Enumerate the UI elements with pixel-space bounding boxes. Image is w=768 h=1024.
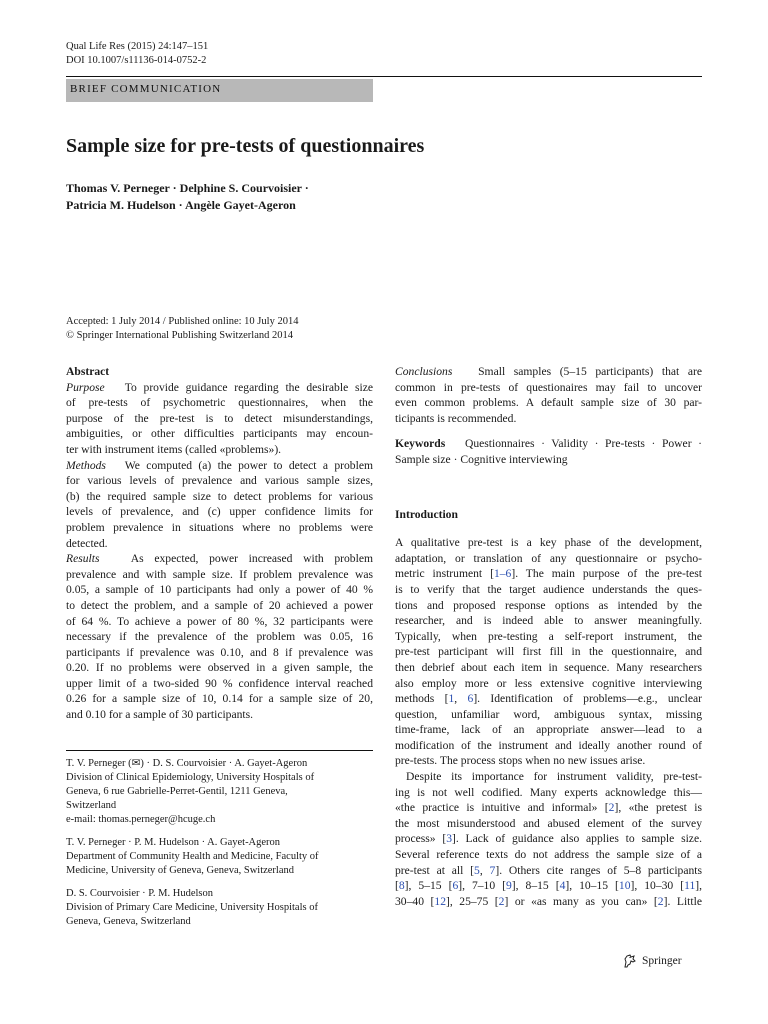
header-rule <box>66 76 702 77</box>
affiliations <box>66 757 373 938</box>
citation-link[interactable]: 6 <box>452 879 459 893</box>
citation-link[interactable]: 9 <box>506 879 512 893</box>
body-line <box>395 894 702 910</box>
body-line: Despite its importance for instrument validity, pre-test- <box>406 770 702 784</box>
body-text: ], 5–15 [ <box>404 879 453 893</box>
affiliation-line: Geneva, 6 rue Gabrielle-Perret-Gentil, 1211 Geneva, <box>66 786 288 797</box>
abstract-line: even common problems. A default sample size of 30 par- <box>395 396 702 410</box>
purpose-label: Purpose <box>66 380 105 394</box>
author-list <box>66 180 309 214</box>
abstract-conclusions-line: Conclusions Small samples (5–15 participants) that are <box>395 365 702 378</box>
abstract-line: ter with instrument items (called «problems»). <box>66 442 282 456</box>
abstract-line: to detect the problem, and a sample of 20 achieved a power <box>66 598 373 612</box>
affiliation-block <box>66 836 373 878</box>
section-label: BRIEF COMMUNICATION <box>70 83 222 95</box>
body-line: then debrief about each item in sequence. Many researchers <box>395 660 702 674</box>
citation-link[interactable]: 12 <box>434 894 446 908</box>
right-column <box>395 364 702 909</box>
affiliation-line: D. S. Courvoisier · P. M. Hudelson <box>66 888 214 899</box>
body-line: Typically, when pre-testing a self-report instrument, the <box>395 629 702 643</box>
abstract-line: levels of prevalence, and (c) upper confidence limits for <box>66 505 373 519</box>
abstract-line: problem prevalence in situations where no problems were <box>66 520 373 534</box>
body-line: methods [1, 6]. Identification of problems—e.g., unclear <box>395 692 702 706</box>
author-line-1: Thomas V. Perneger · Delphine S. Courvoisier · <box>66 181 309 195</box>
body-text: [ <box>395 879 399 893</box>
springer-horse-icon <box>622 953 638 969</box>
abstract-line: prevalence and with sample size. If problem prevalence was <box>66 567 373 581</box>
body-line: the most misunderstood and abused element of the survey <box>395 816 702 830</box>
body-line: tions and proposed response options as intended by the <box>395 598 702 612</box>
body-line: process» [3]. Lack of guidance also applies to sample size. <box>395 832 703 846</box>
abstract-line: 0.05, a sample of 10 participants had only a power of 40 % <box>66 583 373 597</box>
abstract-line: of 64 %. To achieve a power of 80 %, 32 participants were <box>66 614 373 628</box>
affiliation-line: Switzerland <box>66 800 117 811</box>
body-line: adaptation, or translation of any questionnaire or psycho- <box>395 551 702 565</box>
citation-link[interactable]: 1 <box>448 692 455 706</box>
body-text: ] or «as many as you can» [ <box>504 894 658 908</box>
citation-link[interactable]: 2 <box>608 801 615 815</box>
citation-link[interactable]: 5 <box>474 863 480 877</box>
body-line: time-frame, lack of an appropriate answer—lead to a <box>395 723 702 737</box>
body-text: ], 8–15 [ <box>511 879 560 893</box>
body-text: 30–40 [ <box>395 894 435 908</box>
citation-link[interactable]: 3 <box>446 832 453 846</box>
abstract-line: (b) the required sample size to detect problems for various <box>66 489 373 503</box>
body-text: ], 7–10 [ <box>458 879 506 893</box>
keywords-line: Sample size · Cognitive interviewing <box>395 452 568 466</box>
abstract-purpose-line: Purpose To provide guidance regarding the desirable size <box>66 380 373 394</box>
abstract-line: 0.26 for a sample size of 10, 0.14 for a sample size of 20, <box>66 692 373 706</box>
citation-link[interactable]: 11 <box>684 879 696 893</box>
publisher-name: Springer <box>642 955 682 967</box>
journal-citation: Qual Life Res (2015) 24:147–151 <box>66 41 209 52</box>
publisher-mark <box>622 953 682 969</box>
running-header <box>66 40 208 68</box>
abstract-line: upper limit of a two-sided 90 % confidence interval reached <box>66 676 373 690</box>
abstract-methods-line: Methods We computed (a) the power to detect a problem <box>66 458 373 472</box>
keywords-line: Keywords Questionnaires · Validity · Pre-tests · Power · <box>395 437 702 451</box>
email-address[interactable]: e-mail: thomas.perneger@hcuge.ch <box>66 814 216 825</box>
body-line: metric instrument [1–6]. The main purpose of the pre-test <box>395 567 702 581</box>
body-text: ]. Little <box>663 894 702 908</box>
accepted-date: Accepted: 1 July 2014 / Published online: 10 July 2014 <box>66 316 299 327</box>
body-line: also employ more or less extensive cognitive interviewing <box>395 676 702 690</box>
results-label: Results <box>66 552 100 566</box>
affiliation-line: Department of Community Health and Medicine, Faculty of <box>66 851 319 862</box>
affiliation-line: Division of Clinical Epidemiology, University Hospitals of <box>66 772 315 783</box>
abstract-line: necessary if the prevalence of the problem was 0.05, 16 <box>66 630 373 644</box>
citation-link[interactable]: 4 <box>559 879 566 893</box>
body-line: is to verify that the target audience understands the ques- <box>395 582 702 596</box>
abstract-line: and 0.10 for a sample of 30 participants. <box>66 708 254 722</box>
article-title: Sample size for pre-tests of questionnaires <box>66 135 425 157</box>
body-line: modification of the instrument and ideally another round of <box>395 738 702 752</box>
copyright: © Springer International Publishing Switzerland 2014 <box>66 330 293 341</box>
body-line: pre-test participant will first fill in the questionnaire, and <box>395 645 702 659</box>
affiliation-line: Medicine, University of Geneva, Geneva, Switzerland <box>66 865 295 876</box>
citation-link[interactable]: 1–6 <box>493 567 512 581</box>
publication-dates <box>66 315 298 343</box>
affiliation-line: T. V. Perneger (✉) · D. S. Courvoisier · A. Gayet-Ageron <box>66 758 308 769</box>
abstract-line: 0.20. If no problems were observed in a given sample, the <box>66 661 373 675</box>
author-line-2: Patricia M. Hudelson · Angèle Gayet-Ageron <box>66 198 296 212</box>
affiliation-line: Division of Primary Care Medicine, University Hospitals of <box>66 902 318 913</box>
introduction-heading: Introduction <box>395 507 458 521</box>
body-text: ], 10–30 [ <box>630 879 685 893</box>
abstract-line: for various levels of prevalence and various sample sizes, <box>66 474 373 488</box>
body-line: ing is not well codified. Many experts acknowledge this— <box>395 785 702 799</box>
methods-label: Methods <box>66 458 106 472</box>
affiliation-block <box>66 887 373 929</box>
abstract-line: detected. <box>66 536 108 550</box>
body-line: pre-test at all [5, 7]. Others cite ranges of 5–8 participants <box>395 863 703 877</box>
body-line <box>395 878 702 894</box>
body-text: ], 10–15 [ <box>565 879 619 893</box>
abstract-results-line: Results As expected, power increased with problem <box>66 552 373 566</box>
abstract-line: of pre-tests of psychometric questionnaires, when the <box>66 396 373 410</box>
affiliation-block <box>66 757 373 827</box>
keywords-label: Keywords <box>395 437 446 451</box>
citation-link[interactable]: 10 <box>618 879 631 893</box>
abstract-line: common in pre-tests of questionaires may fail to uncover <box>395 380 702 394</box>
abstract-line: ticipants is recommended. <box>395 411 517 425</box>
conclusions-label: Conclusions <box>395 365 453 378</box>
abstract-line: participants if prevalence was 0.10, and 8 if prevalence was <box>66 645 373 659</box>
citation-link[interactable]: 2 <box>657 894 664 908</box>
affiliation-line: T. V. Perneger · P. M. Hudelson · A. Gayet-Ageron <box>66 837 281 848</box>
body-text: ], 25–75 [ <box>445 894 499 908</box>
body-line: Several reference texts do not address the sample size of a <box>395 848 702 862</box>
citation-link[interactable]: 2 <box>498 894 505 908</box>
citation-link[interactable]: 7 <box>489 863 496 877</box>
body-line: A qualitative pre-test is a key phase of the development, <box>395 536 702 550</box>
body-text: ], <box>695 879 703 893</box>
doi: DOI 10.1007/s11136-014-0752-2 <box>66 55 207 66</box>
body-line: question, unfamiliar word, ambiguous syntax, missing <box>395 707 702 721</box>
abstract-line: ambiguities, or other difficulties participants may encoun- <box>66 427 373 441</box>
affiliation-line: Geneva, Geneva, Switzerland <box>66 916 191 927</box>
body-line: researcher, and is indeed able to answer meaningfully. <box>395 614 702 628</box>
body-line: pre-tests. The process stops when no new issues arise. <box>395 754 646 768</box>
abstract-heading: Abstract <box>66 365 110 378</box>
citation-link[interactable]: 6 <box>467 692 474 706</box>
affiliation-rule <box>66 750 373 751</box>
citation-link[interactable]: 8 <box>398 879 405 893</box>
abstract-line: purpose of the pre-test is to detect misunderstandings, <box>66 411 373 425</box>
body-line: «the practice is intuitive and informal» [2], «the pretest is <box>395 801 702 815</box>
abstract <box>66 364 373 723</box>
